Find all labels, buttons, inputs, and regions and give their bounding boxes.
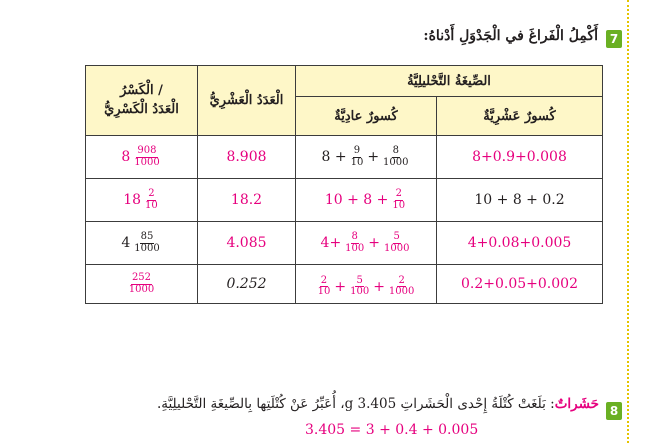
header-expanded-form: الصِّيغَةُ التَّحْليلِيَّةُ — [296, 66, 603, 97]
cell-decimal-expanded[interactable]: 4+0.08+0.005 — [437, 222, 603, 265]
header-common-fractions: كُسورٌ عادِيَّةٌ — [296, 97, 437, 136]
header-fraction: الْكَسْرُ / الْعَدَدُ الْكَسْرِيُّ — [86, 66, 198, 136]
question-7-instruction: أَكْمِلُ الْفَراغَ في الْجَدْوَلِ أَدْناهُ: — [423, 28, 598, 44]
question-8-keyword: حَشَراتٌ — [554, 396, 599, 412]
cell-decimal-expanded: 10 + 8 + 0.2 — [437, 179, 603, 222]
question-8-text: حَشَراتٌ: بَلَغَتْ كُتْلَةُ إِحْدى الْحَشَراتِ 3.405 g، أُعَبِّرُ عَنْ كُتْلَتِها بِالصِّيغَةِ التَّحْليلِيَّةِ. — [156, 396, 599, 412]
table-row — [86, 179, 603, 222]
table-row — [86, 265, 603, 304]
cell-decimal[interactable]: 8.908 — [198, 136, 296, 179]
cell-mixed-number: 4 $\frac{85}{1000}$ — [86, 222, 198, 265]
question-8-badge: 8 — [606, 402, 622, 420]
question-8-answer[interactable]: 3.405 = 3 + 0.4 + 0.005 — [305, 422, 479, 438]
cell-mixed-number[interactable]: 18 $\frac{2}{10}$ — [86, 179, 198, 222]
cell-decimal-expanded[interactable]: 8+0.9+0.008 — [437, 136, 603, 179]
expanded-form-table — [85, 65, 603, 304]
table-row — [86, 136, 603, 179]
cell-common-fractions[interactable]: 4+ $\frac{8}{100}$ + $\frac{5}{1000}$ — [296, 222, 437, 265]
cell-decimal[interactable]: 18.2 — [198, 179, 296, 222]
question-7-badge: 7 — [606, 30, 622, 48]
cell-common-fractions: 8 + $\frac{9}{10}$ + $\frac{8}{1000}$ — [296, 136, 437, 179]
margin-dotted-line — [627, 0, 629, 443]
cell-mixed-number[interactable]: $\frac{252}{1000}$ — [86, 265, 198, 304]
cell-common-fractions[interactable]: $\frac{2}{10}$ + $\frac{5}{100}$ + $\frac{2}{1000}$ — [296, 265, 437, 304]
cell-common-fractions[interactable]: 10 + 8 + $\frac{2}{10}$ — [296, 179, 437, 222]
header-decimal-fractions: كُسورٌ عَشْرِيَّةٌ — [437, 97, 603, 136]
cell-decimal[interactable]: 4.085 — [198, 222, 296, 265]
cell-decimal-expanded[interactable]: 0.2+0.05+0.002 — [437, 265, 603, 304]
cell-decimal: 0.252 — [198, 265, 296, 304]
header-decimal: الْعَدَدُ الْعَشْرِيُّ — [198, 66, 296, 136]
cell-mixed-number[interactable]: 8 $\frac{908}{1000}$ — [86, 136, 198, 179]
table-row — [86, 222, 603, 265]
